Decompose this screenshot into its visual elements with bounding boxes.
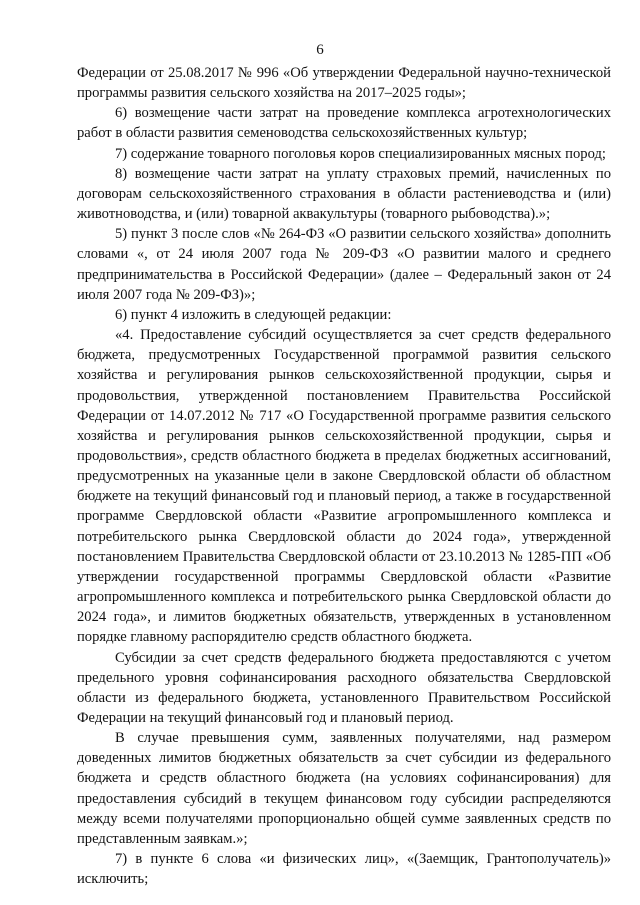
- paragraph: 7) содержание товарного поголовья коров специализированных мясных пород;: [115, 145, 606, 162]
- paragraph: Субсидии за счет средств федерального бюджета предоставляются с учетом предельного уровня софинансирования расходного обязательства Свердловской области из федерального бюджета, установленного Правительством Российской Федерации на текущий финансовый год и плановый период.: [77, 649, 611, 726]
- paragraph: 6) возмещение части затрат на проведение комплекса агротехнологических работ в области развития семеноводства сельскохозяйственных культур;: [77, 105, 611, 142]
- document-body: [77, 63, 611, 889]
- paragraph: «4. Предоставление субсидий осуществляется за счет средств федерального бюджета, предусмотренных Государственной программой развития сельского хозяйства и регулирования рынков сельскохозяйственной продукции, сырья и продовольствия, утвержденной постановлением Правительства Российской Федерации от 14.07.2012 № 717 «О Государственной программе развития сельского хозяйства и регулирования рынков сельскохозяйственной продукции, сырья и продовольствия», средств областного бюджета в пределах бюджетных ассигнований, предусмотренных на указанные цели в законе Свердловской области об областном бюджете на текущий финансовый год и плановый период, а также в государственной программе Свердловской области «Развитие агропромышленного комплекса и потребительского рынка Свердловской области до 2024 года», утвержденной постановлением Правительства Свердловской области от 23.10.2013 № 1285-ПП «Об утверждении государственной программы Свердловской области «Развитие агропромышленного комплекса и потребительского рынка Свердловской области до 2024 года», и лимитов бюджетных обязательств, утвержденных в установленном порядке главному распорядителю средств областного бюджета.: [77, 327, 611, 646]
- paragraph: 5) пункт 3 после слов «№ 264-ФЗ «О развитии сельского хозяйства» дополнить словами «, от 24 июля 2007 года № 209-ФЗ «О развитии малого и среднего предпринимательства в Российской Федерации» (далее – Федеральный закон от 24 июля 2007 года № 209-ФЗ)»;: [77, 226, 611, 303]
- paragraph: 6) пункт 4 изложить в следующей редакции:: [115, 306, 392, 323]
- paragraph: 7) в пункте 6 слова «и физических лиц», «(Заемщик, Грантополучатель)» исключить;: [77, 851, 611, 888]
- paragraph: Федерации от 25.08.2017 № 996 «Об утверждении Федеральной научно-технической программы развития сельского хозяйства на 2017–2025 годы»;: [77, 65, 611, 102]
- paragraph: 8) возмещение части затрат на уплату страховых премий, начисленных по договорам сельскохозяйственного страхования в области растениеводства и (или) животноводства, и (или) товарной аквакультуры (товарного рыбоводства).»;: [77, 165, 611, 223]
- page-number: 6: [316, 42, 324, 58]
- paragraph: В случае превышения сумм, заявленных получателями, над размером доведенных лимитов бюджетных обязательств за счет субсидии из федерального бюджета и средств областного бюджета (на условиях софинансирования) для предоставления субсидий в текущем финансовом году субсидии распределяются между всеми получателями пропорционально общей сумме заявленных средств по представленным заявкам.»;: [77, 730, 611, 847]
